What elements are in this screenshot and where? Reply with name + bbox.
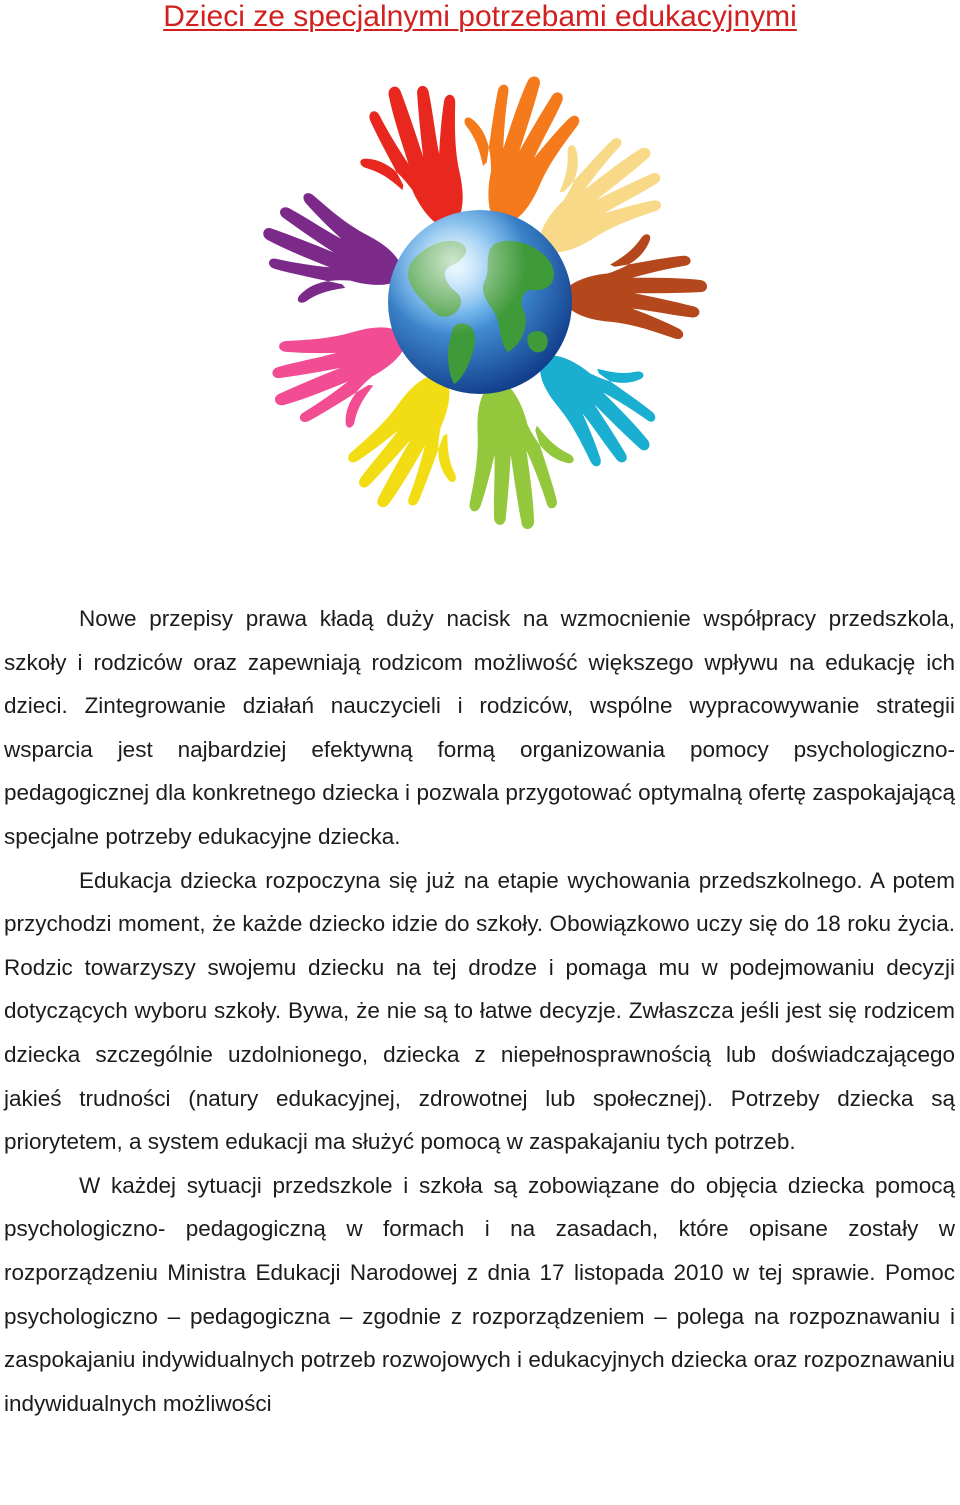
paragraph-1: Nowe przepisy prawa kładą duży nacisk na wzmocnienie współpracy przedszkola, szkoły i rodziców oraz zapewniają rodzicom możliwość większego wpływu na edukację ich dzieci. Zintegrowanie działań nauczycieli i rodziców, wspólne wypracowywanie strategii wsparcia jest najbardziej efektywną formą organizowania pomocy psychologiczno-pedagogicznej dla konkretnego dziecka i pozwala przygotować optymalną ofertę zaspokajającą specjalne potrzeby edukacyjne dziecka. [4,606,955,849]
globe [388,210,572,394]
document-body [4,597,955,1425]
globe-with-hands-icon [240,62,720,542]
paragraph-2: Edukacja dziecka rozpoczyna się już na etapie wychowania przedszkolnego. A potem przychodzi moment, że każde dziecko idzie do szkoły. Obowiązkowo uczy się do 18 roku życia. Rodzic towarzyszy swojemu dziecku na tej drodze i pomaga mu w podejmowaniu decyzji dotyczących wyboru szkoły. Bywa, że nie są to łatwe decyzje. Zwłaszcza jeśli jest się rodzicem dziecka szczególnie uzdolnionego, dziecka z niepełnosprawnością lub doświadczającego jakieś trudności (natury edukacyjnej, zdrowotnej lub społecznej). Potrzeby dziecka są priorytetem, a system edukacji ma służyć pomocą w zaspakajaniu tych potrzeb. [4,867,955,1155]
paragraph-3: W każdej sytuacji przedszkole i szkoła są zobowiązane do objęcia dziecka pomocą psychologiczno- pedagogiczną w formach i na zasadach, które opisane zostały w rozporządzeniu Ministra Edukacji Narodowej z dnia 17 listopada 2010 w tej sprawie. Pomoc psychologiczno – pedagogiczna – zgodnie z rozporządzeniem – polega na rozpoznawaniu i zaspokajaniu indywidualnych potrzeb rozwojowych i edukacyjnych dziecka oraz rozpoznawaniu indywidualnych możliwości [4,1172,955,1416]
page-title: Dzieci ze specjalnymi potrzebami edukacyjnymi [163,0,797,33]
